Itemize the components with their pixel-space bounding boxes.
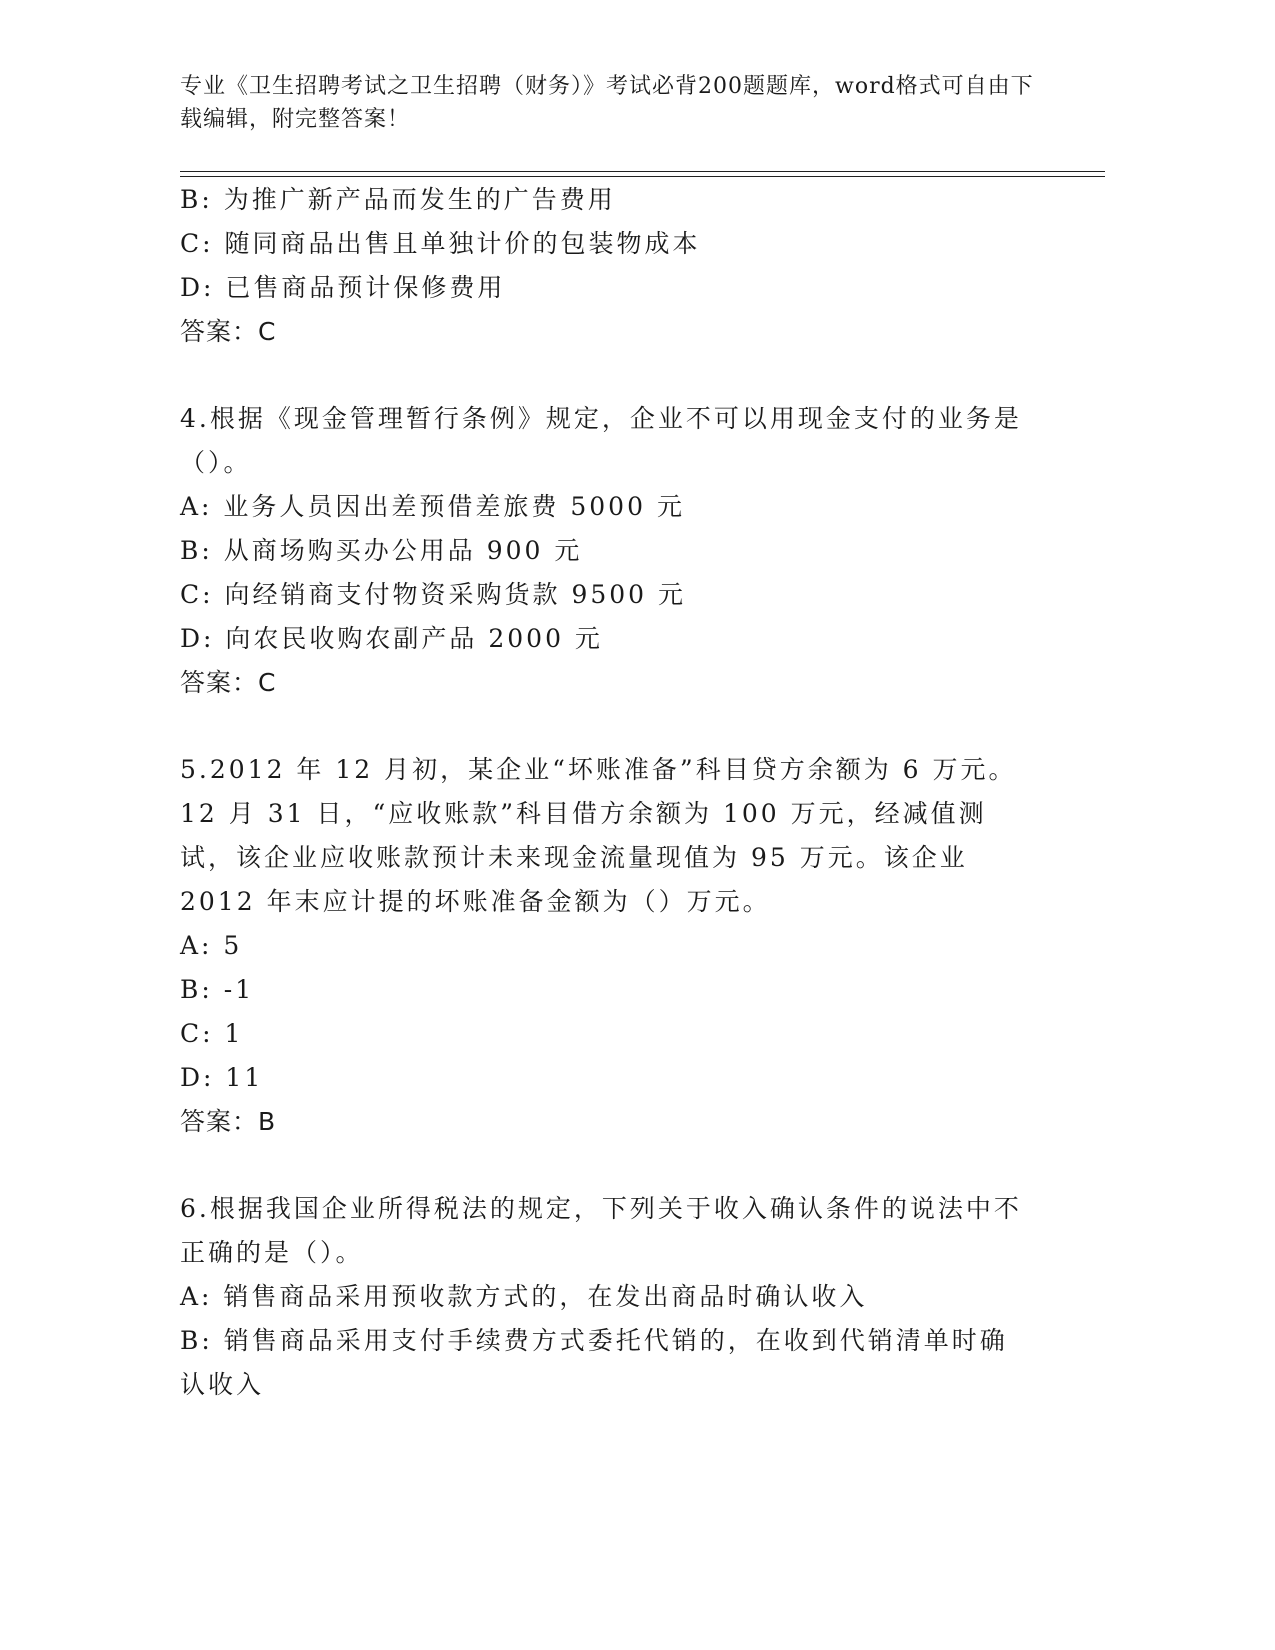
option-d: D: 11 (180, 1063, 264, 1092)
option-d: D: 向农民收购农副产品 2000 元 (180, 624, 603, 653)
option-b: B: 销售商品采用支付手续费方式委托代销的，在收到代销清单时确认收入 (180, 1326, 1008, 1399)
header-rule-top (180, 171, 1105, 172)
question-6 (180, 1187, 1030, 1407)
option-a: A: 业务人员因出差预借差旅费 5000 元 (180, 492, 685, 521)
question-stem: 5.2012 年 12 月初，某企业“坏账准备”科目贷方余额为 6 万元。12 月 31 日，“应收账款”科目借方余额为 100 万元，经减值测试，该企业应收账款预计未来现金流量现值为 95 万元。该企业 2012 年末应计提的坏账准备金额为（）万元。 (180, 755, 1017, 916)
option-d: D: 已售商品预计保修费用 (180, 273, 506, 302)
spacer (180, 1144, 1030, 1187)
option-b: B: 从商场购买办公用品 900 元 (180, 536, 583, 565)
question-stem: 4.根据《现金管理暂行条例》规定，企业不可以用现金支付的业务是（）。 (180, 404, 1022, 477)
option-a: A: 销售商品采用预收款方式的，在发出商品时确认收入 (180, 1282, 868, 1311)
option-c: C: 向经销商支付物资采购货款 9500 元 (180, 580, 687, 609)
option-a: A: 5 (180, 931, 243, 960)
spacer (180, 705, 1030, 748)
question-5 (180, 748, 1030, 1144)
spacer (180, 354, 1030, 397)
question-4 (180, 397, 1030, 705)
document-header: 专业《卫生招聘考试之卫生招聘（财务）》考试必背200题题库，word格式可自由下载编辑，附完整答案！ (180, 74, 1034, 132)
question-3-tail (180, 178, 1030, 354)
question-content (180, 178, 1030, 1407)
option-c: C: 随同商品出售且单独计价的包装物成本 (180, 229, 701, 258)
answer: 答案：B (180, 1107, 277, 1136)
question-stem: 6.根据我国企业所得税法的规定，下列关于收入确认条件的说法中不正确的是（）。 (180, 1194, 1022, 1267)
header-rule-bottom (180, 176, 1105, 177)
option-b: B: -1 (180, 975, 255, 1004)
option-b: B: 为推广新产品而发生的广告费用 (180, 185, 616, 214)
option-c: C: 1 (180, 1019, 244, 1048)
answer: 答案：C (180, 317, 277, 346)
answer: 答案：C (180, 668, 277, 697)
